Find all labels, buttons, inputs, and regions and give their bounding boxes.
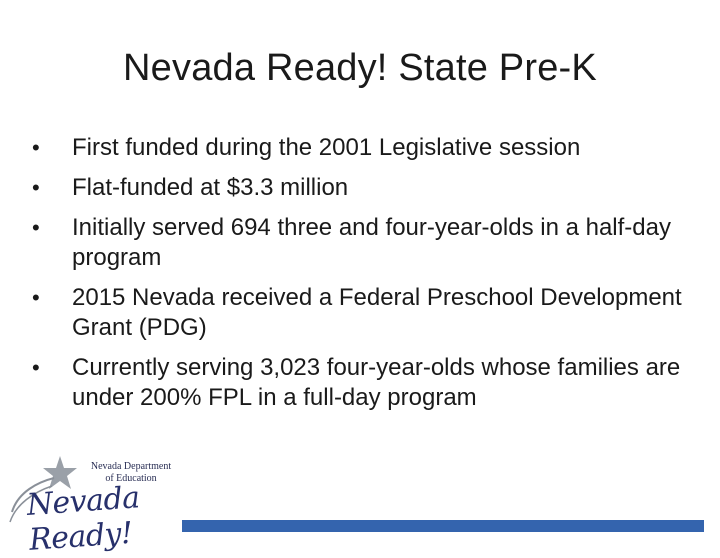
- bullet-text: Initially served 694 three and four-year-olds in a half-day program: [72, 214, 671, 271]
- bullet-item: [30, 208, 700, 278]
- bullet-item: [30, 168, 700, 208]
- bullet-text: 2015 Nevada received a Federal Preschool Development Grant (PDG): [72, 284, 682, 341]
- logo-org-line: Nevada Department: [90, 461, 172, 472]
- bullet-marker: •: [32, 135, 40, 160]
- nevada-ready-logo: [8, 452, 188, 558]
- logo-org-line: of Education: [105, 473, 157, 484]
- bullet-marker: •: [32, 355, 40, 380]
- footer-bar: [182, 520, 704, 532]
- bullet-item: [30, 128, 700, 168]
- bullet-list: [30, 128, 700, 418]
- slide-title: Nevada Ready! State Pre-K: [123, 47, 597, 89]
- bullet-text: Currently serving 3,023 four-year-olds whose families are under 200% FPL in a full-day program: [72, 354, 681, 411]
- bullet-text: First funded during the 2001 Legislative session: [72, 134, 581, 161]
- bullet-item: [30, 348, 700, 418]
- bullet-item: [30, 278, 700, 348]
- logo-wordmark: Nevada Ready!: [25, 480, 141, 558]
- bullet-text: Flat-funded at $3.3 million: [72, 174, 349, 201]
- bullet-marker: •: [32, 285, 40, 310]
- bullet-marker: •: [32, 175, 40, 200]
- bullet-marker: •: [32, 215, 40, 240]
